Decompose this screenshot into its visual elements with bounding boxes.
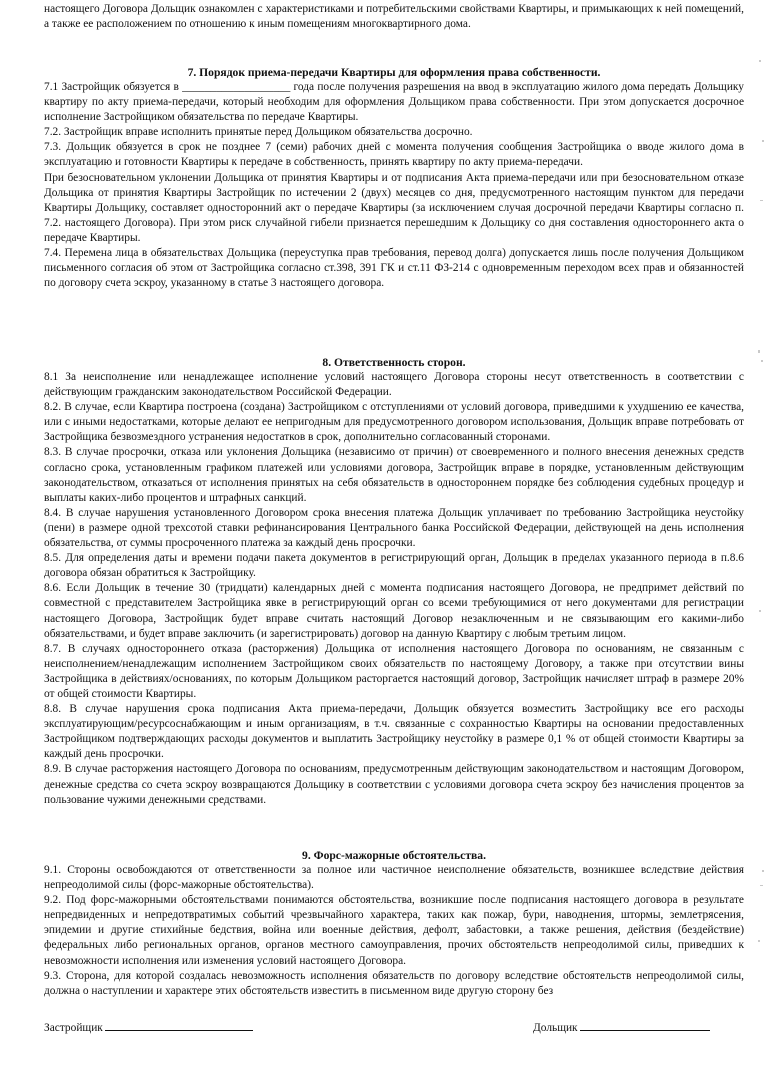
section-7-body xyxy=(44,80,744,291)
section-8-body xyxy=(44,370,744,808)
shareholder-signature-line xyxy=(580,1019,710,1031)
developer-signature-line xyxy=(105,1019,253,1031)
section-9-body xyxy=(44,863,744,999)
clause-9-1: 9.1. Стороны освобождаются от ответственности за полное или частичное неисполнение обязательств, возникшее вследствие действия непреодолимой силы (форс-мажорные обстоятельства). xyxy=(44,864,744,892)
shareholder-signature xyxy=(533,1019,710,1036)
section-7-title: 7. Порядок приема-передачи Квартиры для оформления права собственности. xyxy=(187,66,601,79)
section-8-title: 8. Ответственность сторон. xyxy=(322,356,466,369)
clause-8-2: 8.2. В случае, если Квартира построена (создана) Застройщиком с отступлениями от условий договора, приведшими к ухудшению ее качества, или с иными недостатками, которые делают ее непригодным для предусмотренного договором использования, Дольщик вправе потребовать от Застройщика безвозмездного устранения недостатков в срок, дополнительно согласованный сторонами. xyxy=(44,401,744,444)
intro-text: настоящего Договора Дольщик ознакомлен с характеристиками и потребительскими свойствами Квартиры, и примыкающих к ней помещений, а также ее расположением по отношению к иным помещениям многоквартирного дома. xyxy=(44,3,744,31)
section-9-title: 9. Форс-мажорные обстоятельства. xyxy=(302,849,486,862)
shareholder-signature-label: Дольщик xyxy=(533,1022,578,1034)
clause-9-2: 9.2. Под форс-мажорными обстоятельствами понимаются обстоятельства, возникшие после подписания настоящего договора в результате непредвиденных и непредотвратимых событий чрезвычайного характера, таких как пожар, бури, наводнения, штормы, землетрясения, эпидемии и другие стихийные бедствия, война или военные действия, дефолт, забастовки, а также решения, действия (бездействие) федеральных либо региональных органов, органов местного самоуправления, прочих обстоятельств непреодолимой силы, приведших к невозможности исполнения или изменения условий настоящего Договора. xyxy=(44,894,744,967)
clause-8-1: 8.1 За неисполнение или ненадлежащее исполнение условий настоящего Договора стороны несут ответственность в соответствии с действующим гражданским законодательством Российской Федерации. xyxy=(44,371,744,399)
clause-7-2: 7.2. Застройщик вправе исполнить принятые перед Дольщиком обязательства досрочно. xyxy=(44,126,473,139)
clause-8-3: 8.3. В случае просрочки, отказа или уклонения Дольщика (независимо от причин) от своевременного и полного внесения денежных средств согласно срока, установленным графиком платежей или условиями договора, Застройщик вправе в порядке, установленным действующим законодательством, отказаться от исполнения принятых на себя обязательств в одностороннем порядке без соблюдения судебных процедур и выплаты каких-либо процентов и штрафных санкций. xyxy=(44,446,744,504)
developer-signature xyxy=(44,1019,253,1036)
clause-8-7: 8.7. В случаях одностороннего отказа (расторжения) Дольщика от исполнения настоящего Договора по основаниям, не связанным с неисполнением/ненадлежащим исполнением Застройщиком своих обязательств по настоящему Договору, а также при отсутствии вины Застройщика в действиях/основаниях, по которым Дольщиком расторгается настоящий договор, Застройщик начисляет штраф в размере 20% от общей стоимости Квартиры. xyxy=(44,642,744,700)
clause-7-3-continued: При безосновательном уклонении Дольщика от принятия Квартиры и от подписания Акта приема-передачи или при безосновательном отказе Дольщика от принятия Квартиры Застройщик по истечении 2 (двух) месяцев со дня, предусмотренного настоящим пунктом для передачи Квартиры Дольщику, составляет односторонний акт о передаче Квартиры (за исключением случая досрочной передачи Квартиры согласно п. 7.2. настоящего Договора). При этом риск случайной гибели признается перешедшим к Дольщику со дня составления одностороннего акта о передаче Квартиры. xyxy=(44,171,744,244)
clause-7-4: 7.4. Перемена лица в обязательствах Дольщика (переуступка прав требования, перевод долга) допускается лишь после получения Дольщиком письменного согласия об этом от Застройщика согласно ст.398, 391 ГК и ст.11 ФЗ-214 с одновременным переходом всех прав и обязанностей по договору счета эскроу, указанному в статье 3 настоящего договора. xyxy=(44,247,744,290)
clause-7-1: 7.1 Застройщик обязуется в ___________________ года после получения разрешения на ввод в эксплуатацию жилого дома передать Дольщику квартиру по акту приема-передачи, который необходим для оформления Дольщиком права собственности. При этом допускается досрочное исполнение Застройщиком обязательства по передаче Квартиры. xyxy=(44,81,744,124)
clause-8-9: 8.9. В случае расторжения настоящего Договора по основаниям, предусмотренным действующим законодательством и настоящим Договором, денежные средства со счета эскроу возвращаются Дольщику в соответствии с условиями договора счета эскроу без начисления процентов за пользование чужими денежными средствами. xyxy=(44,763,744,806)
intro-paragraph xyxy=(44,2,744,32)
clause-8-4: 8.4. В случае нарушения установленного Договором срока внесения платежа Дольщик уплачивает по требованию Застройщика неустойку (пени) в размере одной трехсотой ставки рефинансирования Центрального банка Российской Федерации, действующей на день исполнения обязательства, от суммы просроченного платежа за каждый день просрочки. xyxy=(44,506,744,550)
clause-8-5: 8.5. Для определения даты и времени подачи пакета документов в регистрирующий орган, Дольщик в пределах указанного периода в п.8.6 договора обязан обратиться к Застройщику. xyxy=(44,552,744,580)
clause-9-3: 9.3. Сторона, для которой создалась невозможность исполнения обязательств по договору вследствие обстоятельств непреодолимой силы, должна о наступлении и характере этих обстоятельств известить в письменном виде другую сторону без xyxy=(44,969,744,997)
clause-8-8: 8.8. В случае нарушения срока подписания Акта приема-передачи, Дольщик обязуется возместить Застройщику все его расходы эксплуатирующим/ресурсоснабжающим и иным организациям, в т.ч. связанные с сохранностью Квартиры на основании предоставленных Застройщиком подтверждающих расходы документов и выплатить Застройщику неустойку в размере 0,1 % от общей стоимости Квартиры за каждый день просрочки. xyxy=(44,703,744,761)
developer-signature-label: Застройщик xyxy=(44,1022,103,1034)
clause-8-6: 8.6. Если Дольщик в течение 30 (тридцати) календарных дней с момента подписания настоящего Договора, не предпримет действий по совместной с представителем Застройщика явке в регистрирующий орган со всеми требующимися от него документами для регистрации настоящего Договора, Застройщик будет вправе считать настоящий Договор незаключенным и не связывающим его какими-либо обязательствами, и будет вправе заключить (и зарегистрировать) договор на данную Квартиру с любым третьим лицом. xyxy=(44,582,744,640)
clause-7-3: 7.3. Дольщик обязуется в срок не позднее 7 (семи) рабочих дней с момента получения сообщения Застройщика о вводе жилого дома в эксплуатацию и готовности Квартиры к передаче в собственность, принять квартиру по акту приема-передачи. xyxy=(44,141,744,169)
